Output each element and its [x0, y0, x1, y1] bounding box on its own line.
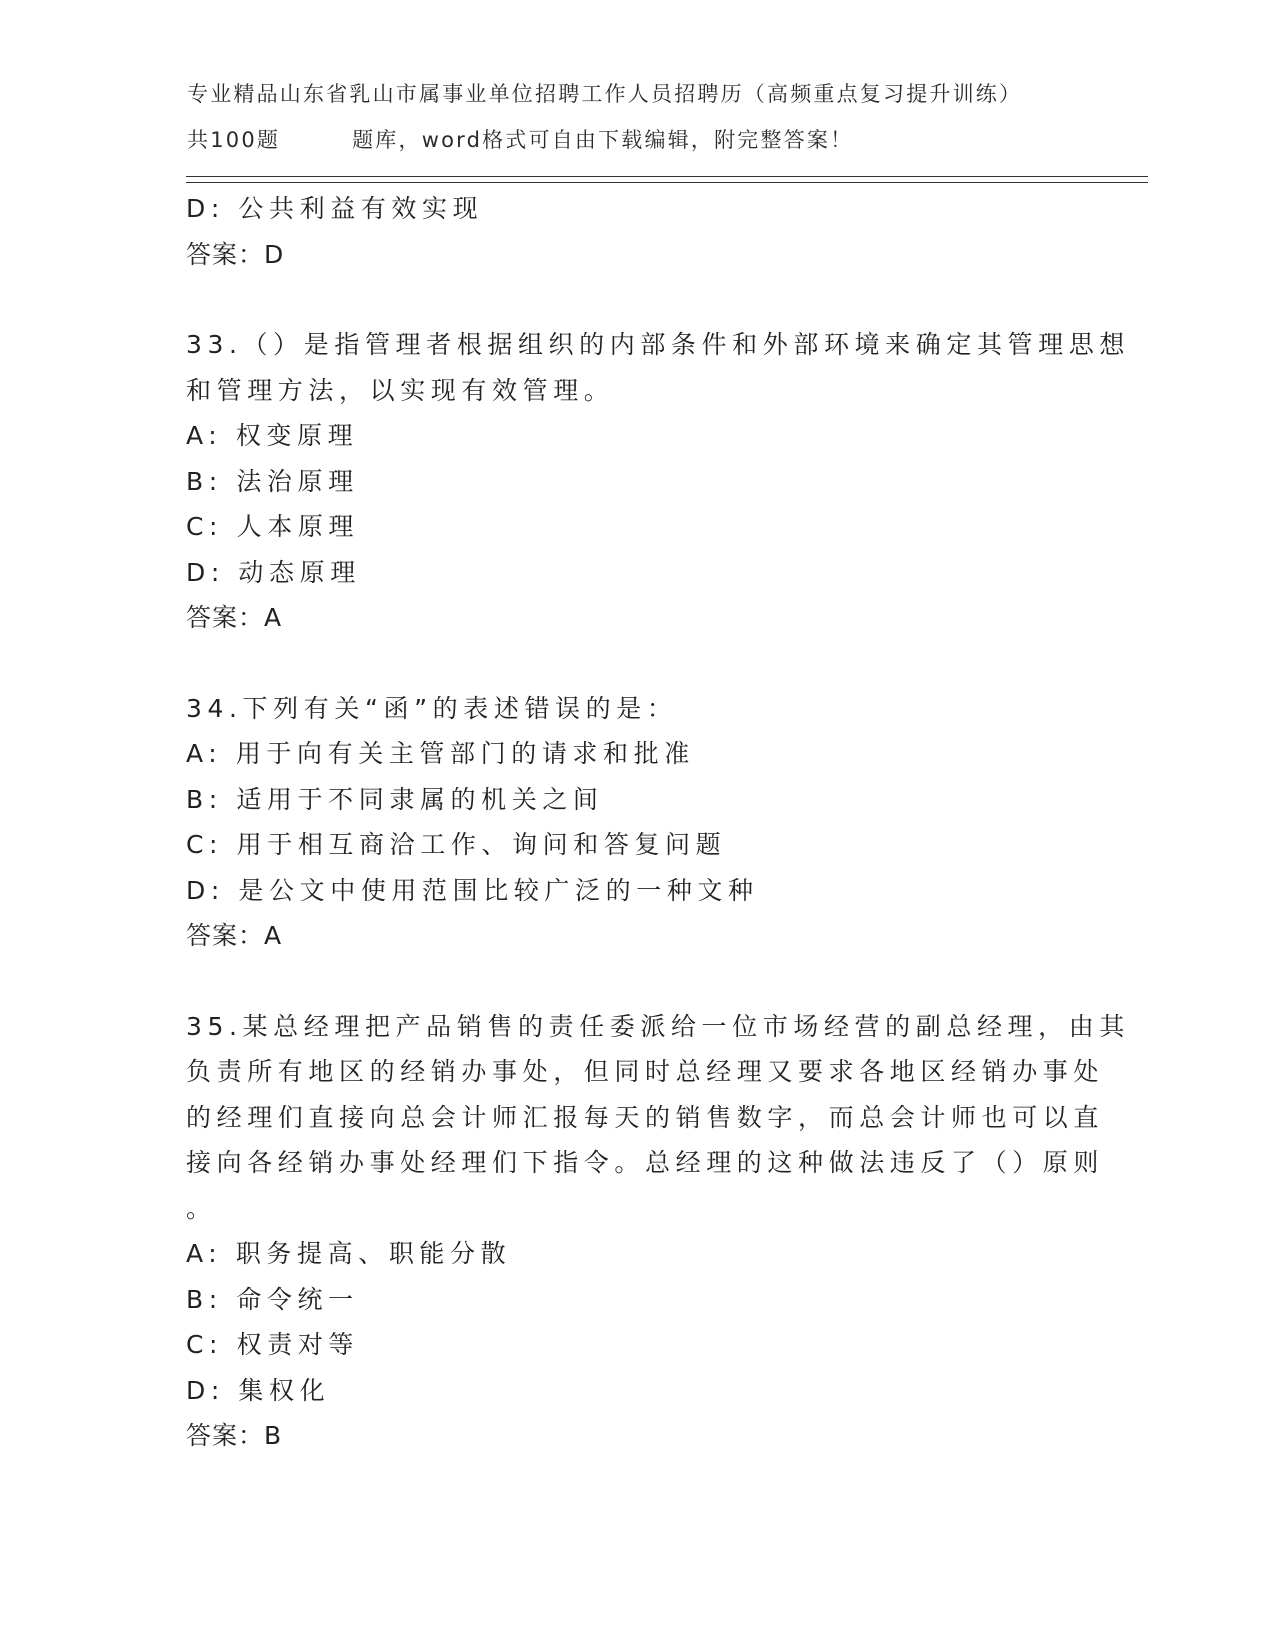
question-stem-line: 的经理们直接向总会计师汇报每天的销售数字，而总会计师也可以直	[186, 1102, 1105, 1132]
option-a: A: 权变原理	[186, 421, 359, 450]
answer-label: 答案：	[186, 603, 265, 632]
option-b: B: 法治原理	[186, 466, 359, 496]
question-35	[186, 1004, 1130, 1459]
question-list	[186, 186, 1130, 1504]
header-subtitle-line	[187, 118, 1087, 164]
question-stem-line: 35.某总经理把产品销售的责任委派给一位市场经营的副总经理，由其	[186, 1011, 1130, 1041]
option-d: D: 是公文中使用范围比较广泛的一种文种	[186, 875, 759, 905]
answer-value: B	[264, 1421, 283, 1450]
header-description: 题库，word格式可自由下载编辑，附完整答案！	[352, 127, 854, 152]
question-stem-line: 接向各经销办事处经理们下指令。总经理的这种做法违反了（）原则	[186, 1148, 1105, 1177]
answer-line	[186, 232, 1086, 278]
option-b: B: 适用于不同隶属的机关之间	[186, 784, 604, 814]
question-stem-line: 33.（）是指管理者根据组织的内部条件和外部环境来确定其管理思想	[186, 330, 1130, 359]
previous-question-tail	[186, 186, 1086, 277]
question-stem-line: 负责所有地区的经销办事处，但同时总经理又要求各地区经销办事处	[186, 1057, 1105, 1086]
header-divider-bottom	[186, 182, 1148, 183]
question-stem-line: 和管理方法，以实现有效管理。	[186, 375, 615, 405]
header-question-count: 共100题	[187, 127, 281, 152]
answer-label: 答案：	[186, 921, 265, 950]
option-a: A: 职务提高、职能分散	[186, 1239, 512, 1268]
document-header	[187, 72, 1087, 163]
answer-line	[186, 913, 1086, 959]
answer-line	[186, 1413, 1086, 1459]
option-c: C: 人本原理	[186, 512, 360, 541]
answer-label: 答案：	[186, 239, 265, 269]
header-title-line: 专业精品山东省乳山市属事业单位招聘工作人员招聘历（高频重点复习提升训练）	[187, 82, 1023, 106]
answer-value: A	[264, 603, 283, 632]
question-34	[186, 686, 1086, 959]
option-d: D: 动态原理	[186, 557, 361, 587]
option-d: D: 集权化	[186, 1375, 331, 1405]
question-stem-line: 34.下列有关“函”的表述错误的是：	[186, 693, 678, 723]
option-d: D: 公共利益有效实现	[186, 194, 484, 223]
answer-line	[186, 595, 1086, 641]
option-c: C: 用于相互商洽工作、询问和答复问题	[186, 830, 727, 859]
answer-label: 答案：	[186, 1421, 265, 1450]
option-b: B: 命令统一	[186, 1284, 359, 1314]
option-a: A: 用于向有关主管部门的请求和批准	[186, 739, 695, 768]
question-33	[186, 322, 1130, 641]
answer-value: D	[264, 239, 285, 269]
header-divider-top	[186, 176, 1148, 177]
option-c: C: 权责对等	[186, 1330, 360, 1359]
answer-value: A	[264, 921, 283, 950]
question-stem-line: 。	[186, 1193, 217, 1223]
